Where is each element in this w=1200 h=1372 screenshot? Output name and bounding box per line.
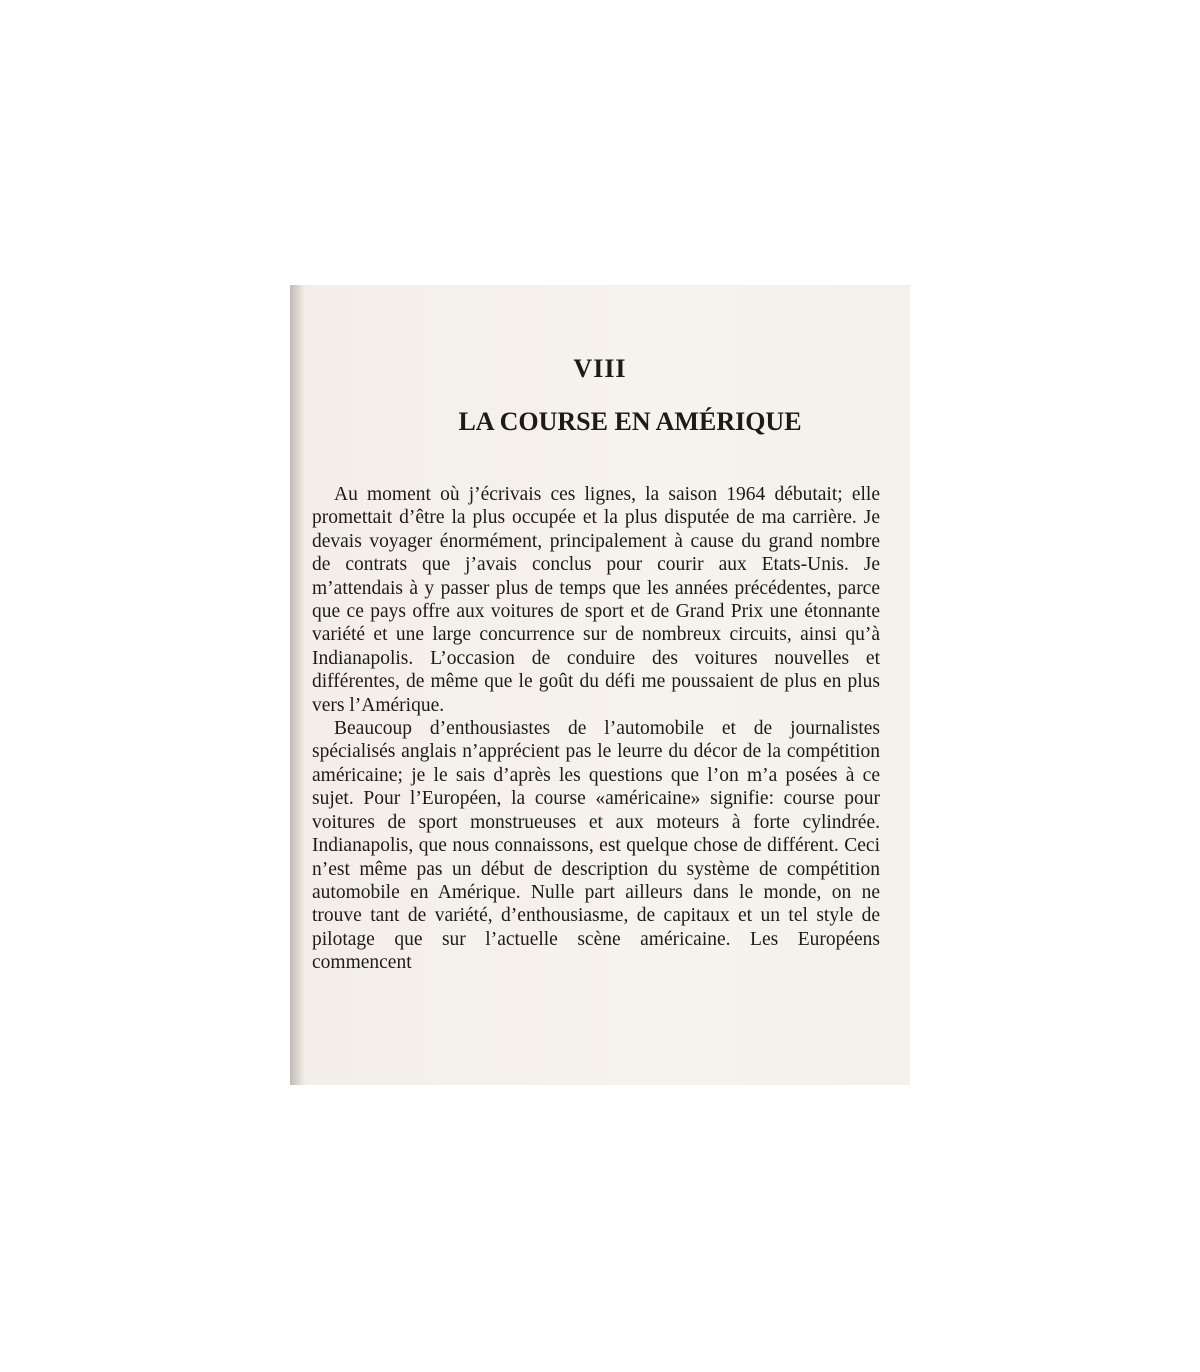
paragraph-2: Beaucoup d’enthousiastes de l’automobile et de journalistes spécialisés anglais n’apprécient pas le leurre du décor de la compétition américaine; je le sais d’après les questions que l’on m’a posées à ce sujet. Pour l’Européen, la course «américaine» signifie: course pour voitures de sport monstrueuses et aux moteurs à forte cylindrée. Indianapolis, que nous connaissons, est quelque chose de différent. Ceci n’est même pas un début de description du système de compétition automobile en Amérique. Nulle part ailleurs dans le monde, on ne trouve tant de variété, d’enthousiasme, de capitaux et un tel style de pilotage que sur l’actuelle scène américaine. Les Européens commencent [312, 718, 880, 974]
chapter-body [312, 483, 880, 975]
paragraph-1: Au moment où j’écrivais ces lignes, la saison 1964 débutait; elle promettait d’être la plus occupée et la plus disputée de ma carrière. Je devais voyager énormément, principalement à cause du grand nombre de contrats que j’avais conclus pour courir aux Etats-Unis. Je m’attendais à y passer plus de temps que les années précédentes, parce que ce pays offre aux voitures de sport et de Grand Prix une étonnante variété et une large concurrence sur de nombreux circuits, ainsi qu’à Indianapolis. L’occasion de conduire des voitures nouvelles et différentes, de même que le goût du défi me poussaient de plus en plus vers l’Amérique. [312, 484, 880, 716]
page-gutter-shadow [290, 285, 304, 1085]
chapter-title: LA COURSE EN AMÉRIQUE [458, 407, 802, 436]
chapter-number: VIII [573, 354, 627, 383]
book-page [290, 285, 910, 1085]
